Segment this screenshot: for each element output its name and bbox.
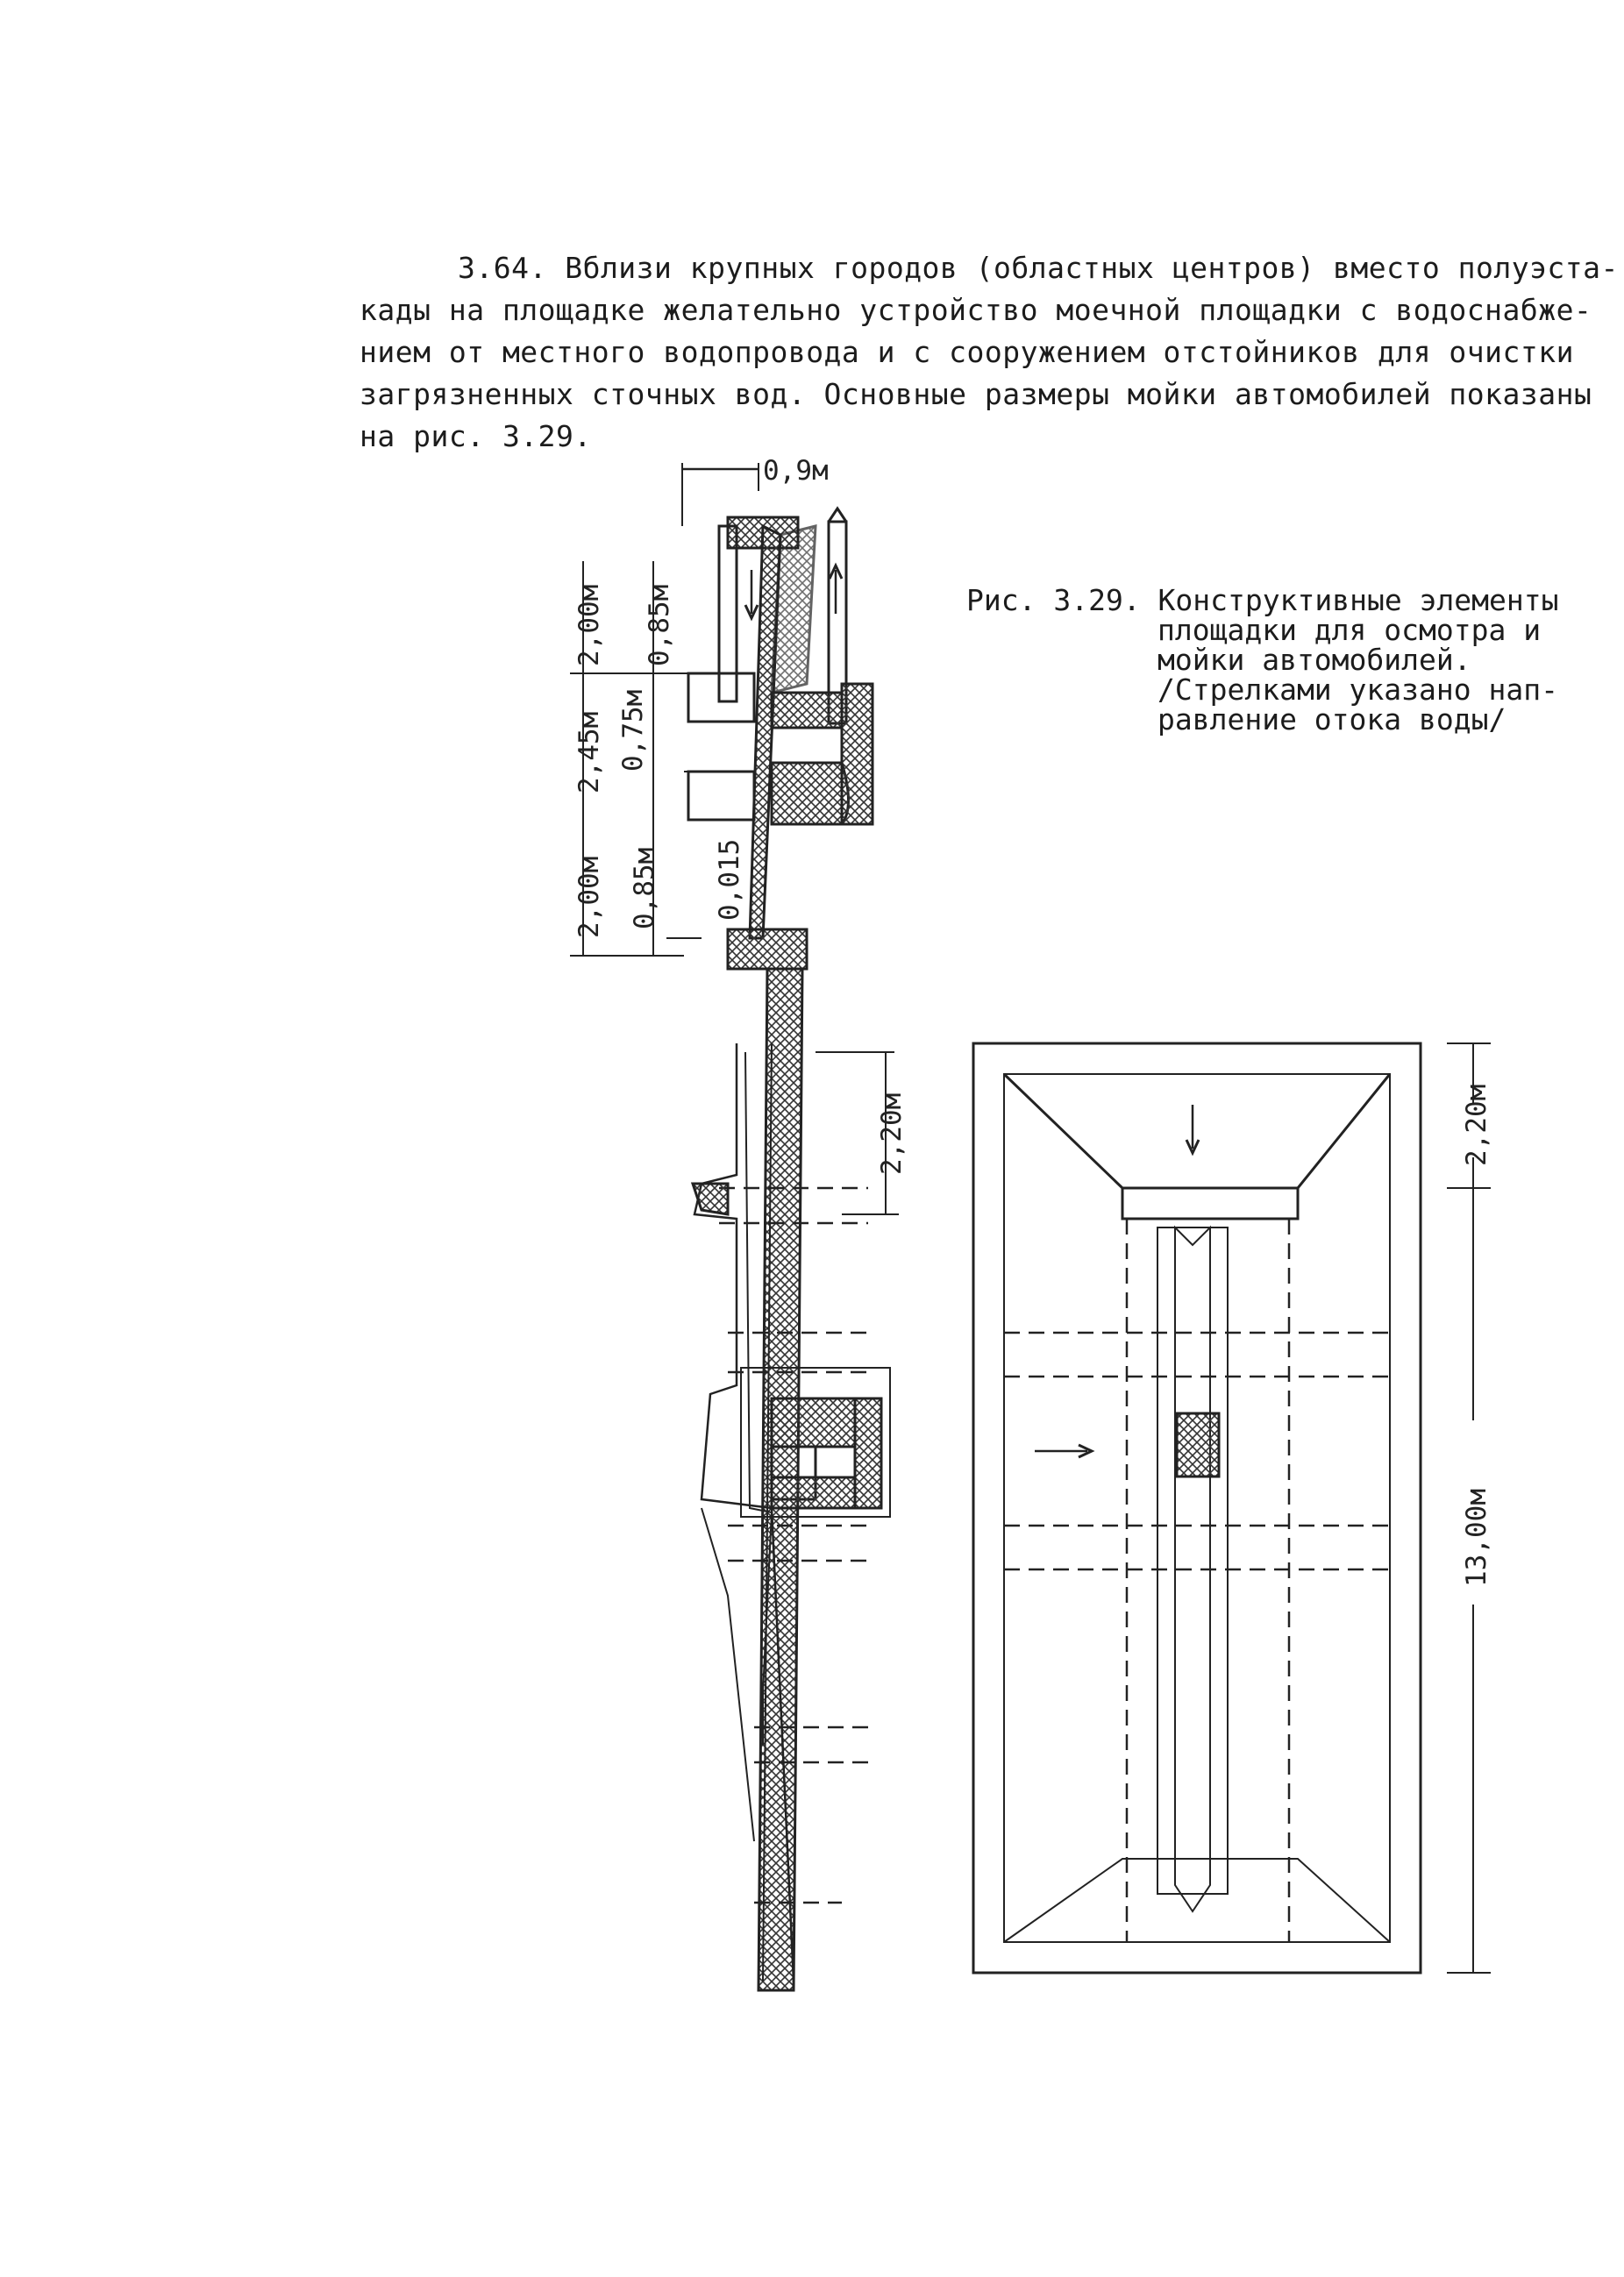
dimension-label: 13,00м	[1461, 1489, 1492, 1587]
step-block	[688, 772, 754, 820]
caption-line: мойки автомобилей.	[1157, 643, 1471, 677]
dimension-label: 0,85м	[629, 847, 660, 929]
pit-block	[772, 1398, 855, 1447]
post	[829, 509, 846, 522]
plan-inner-border	[1004, 1074, 1390, 1942]
pit-block	[772, 1477, 855, 1508]
dimension-label: 2,20м	[1461, 1084, 1492, 1166]
pit-block	[855, 1398, 881, 1508]
dimension-label: 0,015	[714, 838, 745, 921]
caption-title: Рис. 3.29. Конструктивные элементы	[966, 583, 1559, 617]
pavement-block	[728, 929, 807, 969]
plan-band	[1122, 1188, 1298, 1219]
dimension-label: 0,85м	[644, 584, 675, 666]
dimension-label: 2,00м	[573, 856, 605, 938]
wedge	[693, 1184, 728, 1214]
caption-line: /Стрелками указано нап-	[1157, 672, 1558, 707]
wall-outline	[702, 1508, 754, 1841]
wall-block	[719, 526, 737, 701]
dimension-label: 2,20м	[876, 1092, 908, 1175]
step-block	[772, 763, 849, 824]
paragraph-line: на рис. 3.29.	[360, 419, 592, 453]
paragraph-line: нием от местного водопровода и с сооружением отстойников для очистки	[360, 335, 1575, 369]
plan-hidden-lines	[1004, 1219, 1390, 1942]
caption-line: площадки для осмотра и	[1157, 613, 1542, 647]
ramp-slab	[772, 526, 816, 693]
ramp-slab	[750, 526, 780, 938]
paragraph-line: загрязненных сточных вод. Основные размеры мойки автомобилей показаны	[360, 377, 1592, 411]
paragraph-line: кады на площадке желательно устройство моечной площадки с водоснабже-	[360, 293, 1592, 327]
caption-line: равление отока воды/	[1157, 702, 1506, 736]
dimension-label: 2,00м	[573, 584, 605, 666]
paragraph-line: 3.64. Вблизи крупных городов (областных центров) вместо полуэста-	[458, 251, 1619, 285]
plan-trapezoid	[1004, 1074, 1390, 1188]
plan-trapezoid	[1004, 1859, 1390, 1942]
central-channel-outline	[1157, 1227, 1228, 1894]
step-block	[772, 693, 842, 728]
drain-grate-icon	[1177, 1413, 1219, 1476]
plan-view	[973, 1043, 1491, 1973]
step-block	[688, 673, 754, 722]
plan-outer-border	[973, 1043, 1421, 1973]
dimension-label: 0,75м	[617, 689, 649, 772]
step-block	[842, 684, 873, 824]
dimension-label: 2,45м	[573, 711, 605, 793]
dimension-label: 0,9м	[763, 455, 829, 487]
